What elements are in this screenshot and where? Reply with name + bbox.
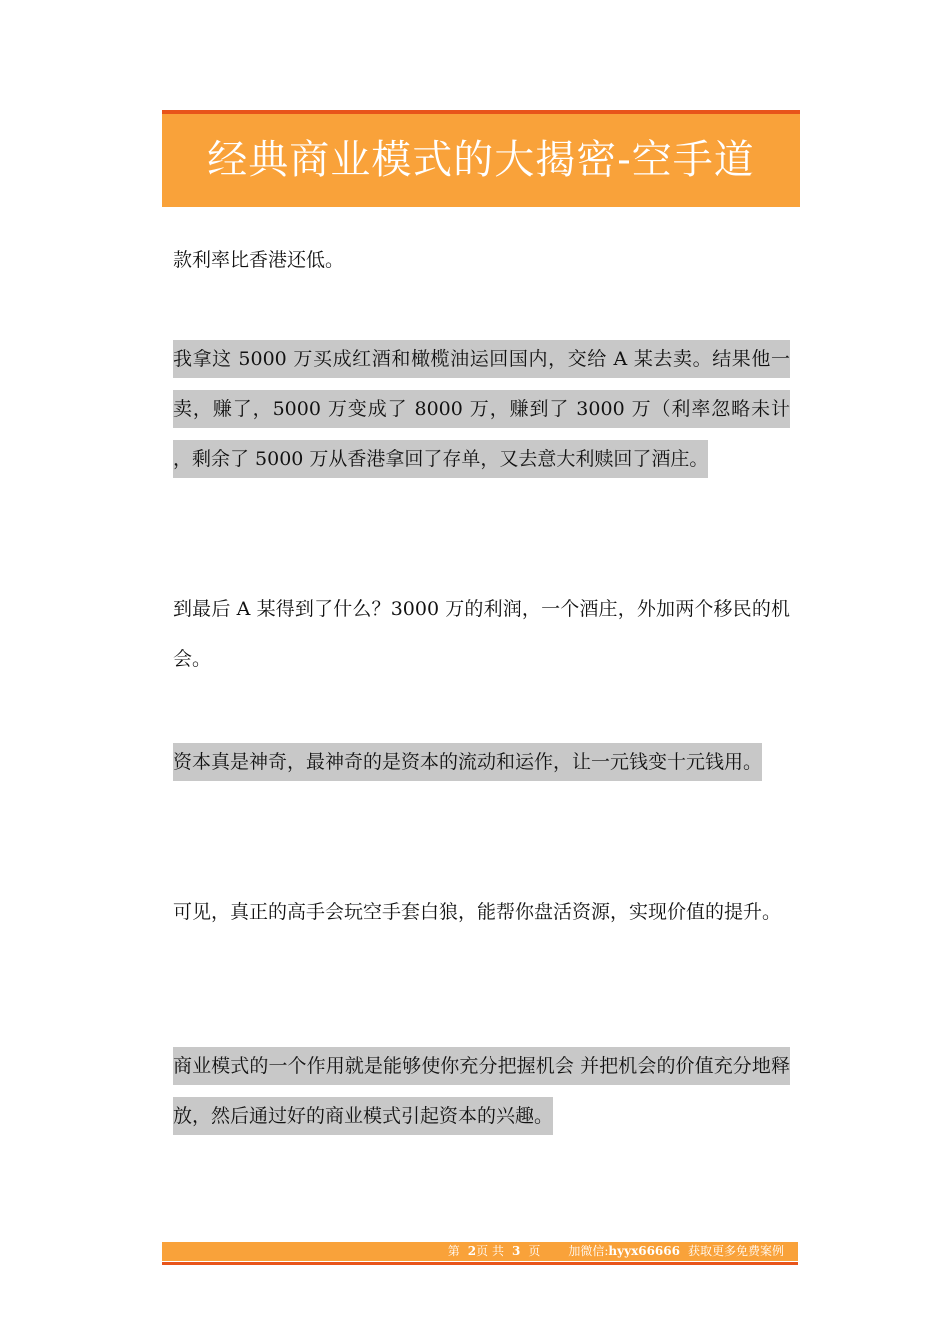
- footer-page-total: 3: [511, 1244, 521, 1258]
- paragraph-4-text: 资本真是神奇，最神奇的是资本的流动和运作，让一元钱变十元钱用。: [173, 743, 762, 781]
- footer-divider: [162, 1262, 798, 1265]
- paragraph-2-text: 我拿这 5000 万买成红酒和橄榄油运回国内，交给 A 某去卖。结果他一卖，赚了，5000 万变成了 8000 万，赚到了 3000 万（利率忽略未计 ，剩余了 5000 万从香港拿回了存单，又去意大利赎回了酒庄。: [173, 340, 790, 478]
- footer-text: [448, 1242, 784, 1261]
- footer-promo: 获取更多免费案例: [687, 1244, 784, 1258]
- paragraph-6-text: 商业模式的一个作用就是能够使你充分把握机会 并把机会的价值充分地释放，然后通过好的商业模式引起资本的兴趣。: [173, 1047, 790, 1135]
- page-header: [162, 110, 800, 207]
- page-title: 经典商业模式的大揭密-空手道: [207, 137, 755, 183]
- paragraph-1: [173, 235, 790, 285]
- paragraph-1-text: 款利率比香港还低。: [173, 249, 345, 271]
- footer-page-mid: 页 共: [476, 1244, 504, 1258]
- paragraph-3: [173, 584, 790, 684]
- page-footer: [162, 1242, 798, 1261]
- paragraph-4: [173, 737, 790, 787]
- paragraph-5-text: 可见，真正的高手会玩空手套白狼，能帮你盘活资源，实现价值的提升。: [173, 901, 782, 923]
- footer-wechat-id: hyyx66666: [608, 1244, 680, 1258]
- footer-page-suffix: 页: [528, 1244, 541, 1258]
- footer-wechat-label: 加微信:: [568, 1244, 609, 1258]
- footer-page-prefix: 第: [447, 1244, 460, 1258]
- paragraph-5: [173, 887, 790, 937]
- paragraph-2: [173, 334, 790, 484]
- footer-page-current: 2: [467, 1244, 477, 1258]
- paragraph-3-text: 到最后 A 某得到了什么？3000 万的利润，一个酒庄，外加两个移民的机会。: [173, 598, 790, 670]
- paragraph-6: [173, 1041, 790, 1141]
